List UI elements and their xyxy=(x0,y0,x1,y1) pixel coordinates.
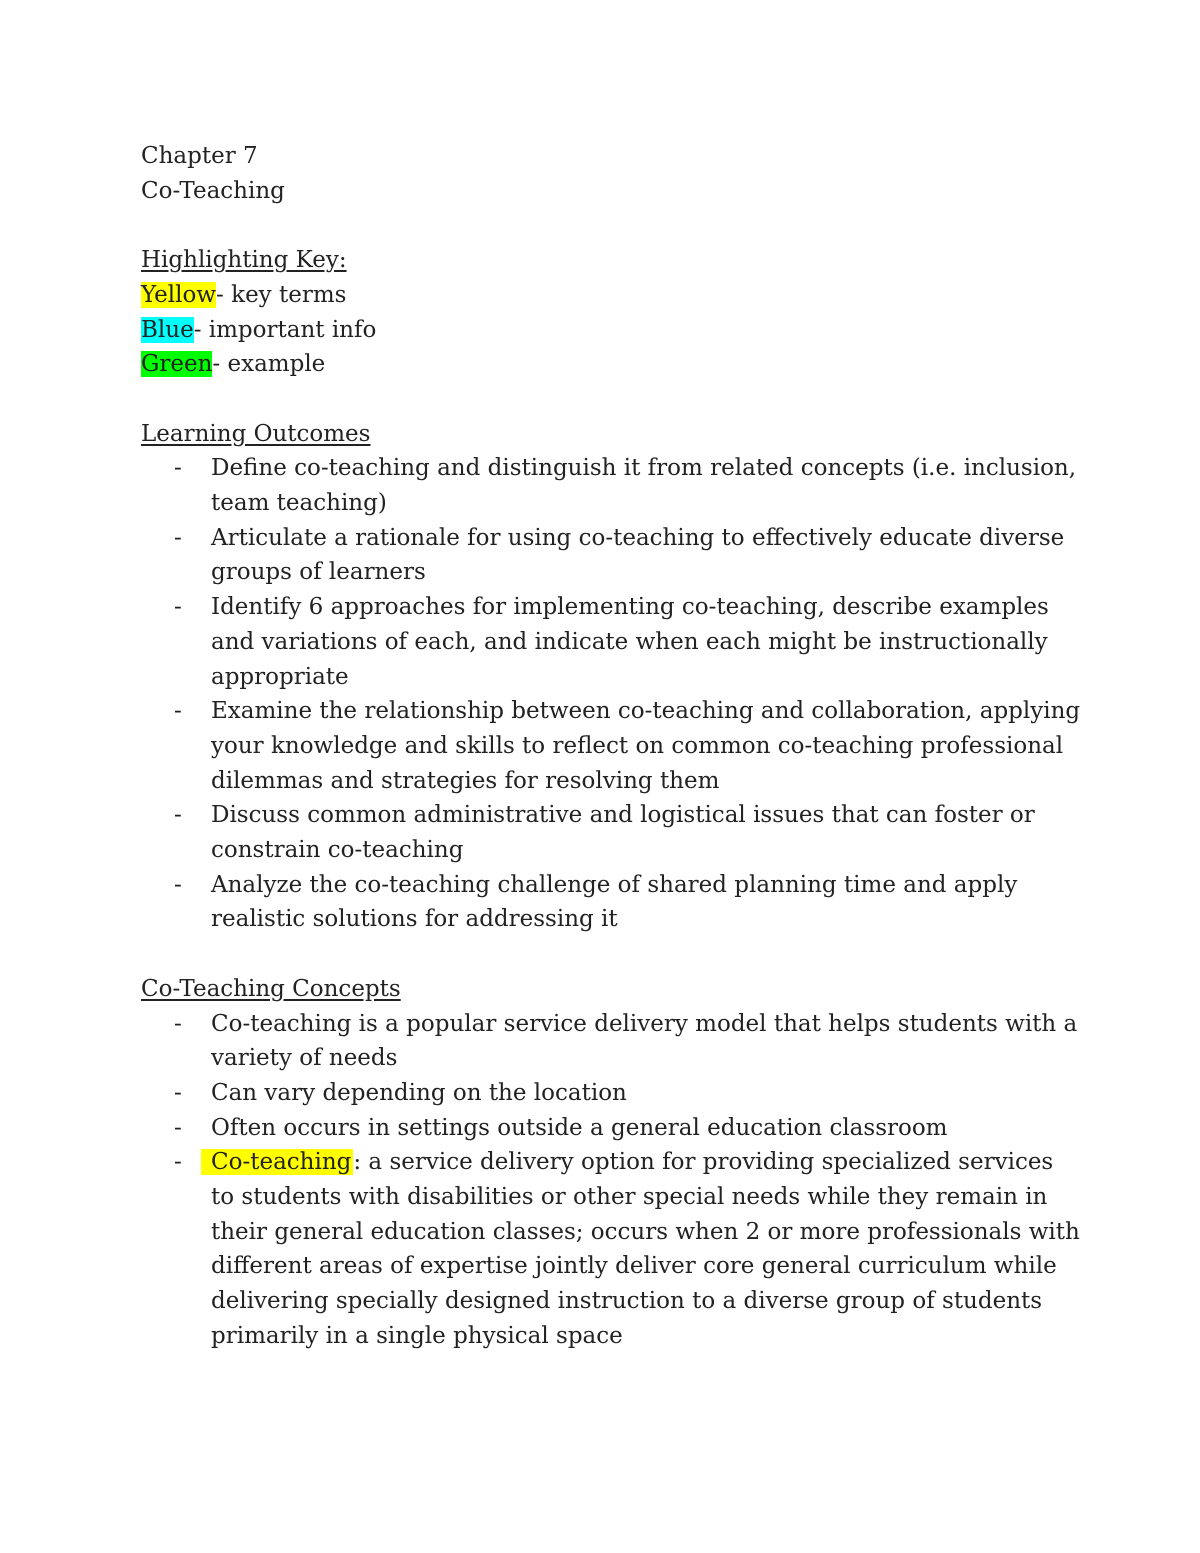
dash: - xyxy=(174,802,182,829)
dash: - xyxy=(174,871,182,898)
list-item-text: Can vary depending on the location xyxy=(211,1079,627,1106)
dash: - xyxy=(174,698,182,725)
list-item-text: Analyze the co-teaching challenge of shared planning time and apply realistic solutions for addressing it xyxy=(211,871,1018,933)
definition-text: : a service delivery option for providing specialized services to students with disabilities or other special needs while they remain in their general education classes; occurs when 2 or more professionals with different areas of expertise jointly deliver core general curriculum while delivering specially designed instruction to a diverse group of students primarily in a single physical space xyxy=(211,1149,1080,1349)
list-item xyxy=(141,1076,1081,1111)
list-item-text: Examine the relationship between co-teaching and collaboration, applying your knowledge and skills to reflect on common co-teaching professional dilemmas and strategies for resolving them xyxy=(211,698,1081,794)
list-item xyxy=(141,1007,1081,1076)
dash: - xyxy=(174,455,182,482)
list-item xyxy=(141,798,1081,867)
list-item xyxy=(141,1111,1081,1146)
dash: - xyxy=(174,594,182,621)
list-item-text: Define co-teaching and distinguish it from related concepts (i.e. inclusion, team teaching) xyxy=(211,455,1077,516)
concepts-heading: Co-Teaching Concepts xyxy=(141,975,401,1002)
key-item-green xyxy=(141,347,1081,382)
dash: - xyxy=(174,1079,182,1106)
list-item xyxy=(141,590,1081,694)
learning-outcomes-list xyxy=(141,451,1081,937)
key-label-green: Green xyxy=(141,351,213,378)
key-label-blue: Blue xyxy=(141,316,194,343)
list-item-text: Co-teaching is a popular service delivery model that helps students with a variety of needs xyxy=(211,1010,1078,1072)
subject-title: Co-Teaching xyxy=(141,177,285,204)
list-item xyxy=(141,868,1081,937)
definition-item xyxy=(141,1145,1081,1353)
key-desc: - key terms xyxy=(216,281,347,308)
spacer xyxy=(141,208,1081,243)
key-desc: - example xyxy=(212,351,326,378)
list-item-text: Discuss common administrative and logistical issues that can foster or constrain co-teaching xyxy=(211,802,1035,864)
key-desc: - important info xyxy=(193,316,377,343)
concepts-list xyxy=(141,1007,1081,1354)
list-item xyxy=(141,451,1081,520)
list-item-text: Often occurs in settings outside a general education classroom xyxy=(211,1114,948,1141)
dash: - xyxy=(174,524,182,551)
list-item-text: Identify 6 approaches for implementing co-teaching, describe examples and variations of each, and indicate when each might be instructionally appropriate xyxy=(211,594,1049,690)
dash: - xyxy=(174,1010,182,1037)
spacer xyxy=(141,937,1081,972)
list-item xyxy=(141,521,1081,590)
key-label-yellow: Yellow xyxy=(141,281,217,308)
list-item xyxy=(141,694,1081,798)
key-item-yellow xyxy=(141,278,1081,313)
spacer xyxy=(141,382,1081,417)
dash: - xyxy=(174,1149,182,1176)
document-page xyxy=(141,139,1081,1354)
key-item-blue xyxy=(141,313,1081,348)
learning-outcomes-heading: Learning Outcomes xyxy=(141,420,371,447)
chapter-title: Chapter 7 xyxy=(141,143,258,169)
list-item-text: Articulate a rationale for using co-teaching to effectively educate diverse groups of learners xyxy=(211,524,1065,586)
highlight-key-heading: Highlighting Key: xyxy=(141,247,347,274)
dash: - xyxy=(174,1114,182,1141)
key-term-highlight: Co-teaching xyxy=(201,1149,353,1175)
